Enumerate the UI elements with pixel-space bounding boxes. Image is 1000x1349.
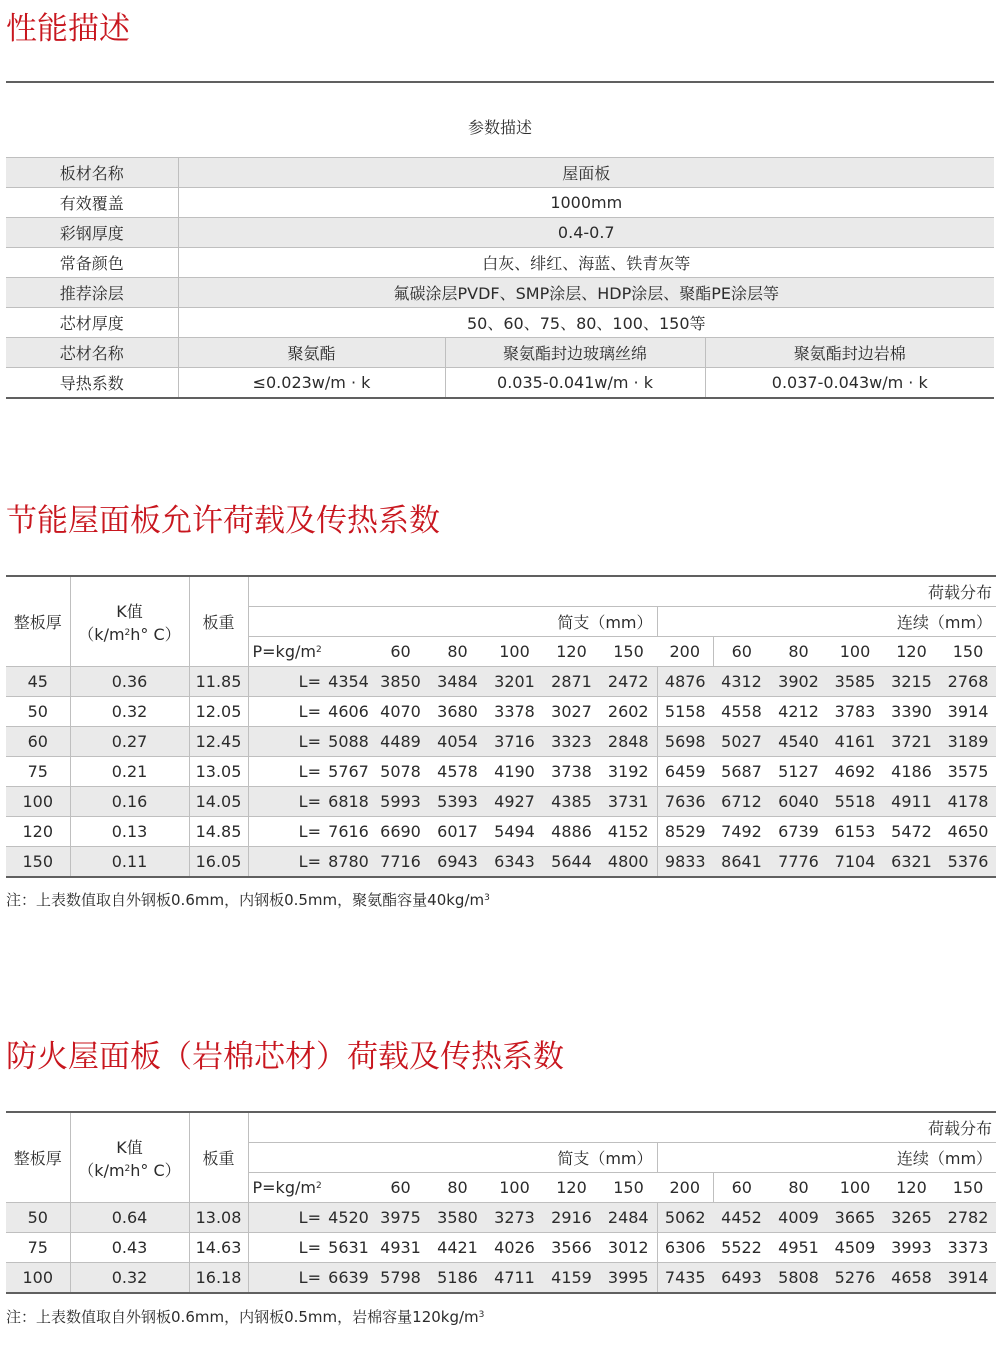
table-header-row xyxy=(6,82,994,158)
continuous-value-cell: 4452 xyxy=(713,1203,770,1233)
span-header: 100 xyxy=(486,1173,543,1203)
k-value-unit xyxy=(71,622,189,645)
continuous-value-cell: 3914 xyxy=(947,1268,989,1287)
continuous-value-cell: 3721 xyxy=(883,727,940,757)
continuous-support-header: 连续（mm） xyxy=(657,607,996,637)
k-value-unit xyxy=(71,1158,189,1181)
simple-value-cell: 6343 xyxy=(494,852,535,871)
simple-value-cell: 4927 xyxy=(486,787,543,817)
k-unit-sup: 2 xyxy=(124,627,131,638)
k-unit-part: （k/m xyxy=(78,624,125,644)
l-label-cell: L= xyxy=(298,1268,321,1287)
simple-value-cell: 5078 xyxy=(372,757,429,787)
k-value-cell: 0.64 xyxy=(70,1203,189,1233)
continuous-value-cell: 5062 xyxy=(657,1203,713,1233)
simple-value-cell: 4026 xyxy=(486,1233,543,1263)
continuous-value-cell: 7636 xyxy=(657,787,713,817)
simple-value-cell: 6943 xyxy=(437,852,478,871)
weight-cell: 12.05 xyxy=(189,697,248,727)
span-header: 150 xyxy=(940,637,996,667)
continuous-value-cell: 7492 xyxy=(713,817,770,847)
continuous-value-cell: 4178 xyxy=(940,787,996,817)
span-header: 150 xyxy=(600,637,657,667)
continuous-value-cell: 3575 xyxy=(940,757,996,787)
simple-value-cell: 5993 xyxy=(372,787,429,817)
continuous-value-cell: 7776 xyxy=(778,852,819,871)
continuous-value-cell: 3390 xyxy=(883,697,940,727)
span-header: 80 xyxy=(429,1173,486,1203)
simple-value-cell: 6690 xyxy=(372,817,429,847)
note-sup: 3 xyxy=(478,1310,485,1320)
thickness-cell: 50 xyxy=(6,1203,70,1233)
continuous-value-cell: 6040 xyxy=(770,787,827,817)
simple-value-cell: 3738 xyxy=(543,757,600,787)
continuous-value-cell: 4558 xyxy=(713,697,770,727)
simple-value-cell: 2602 xyxy=(600,697,657,727)
row-label: 常备颜色 xyxy=(6,248,178,278)
continuous-value-cell: 4692 xyxy=(827,757,883,787)
continuous-value-cell: 5687 xyxy=(713,757,770,787)
row-value: 屋面板 xyxy=(178,158,994,188)
k-value-cell: 0.21 xyxy=(70,757,189,787)
continuous-value-cell: 2782 xyxy=(940,1203,996,1233)
simple-value-cell: 2871 xyxy=(543,667,600,697)
continuous-value-cell: 9833 xyxy=(664,852,706,871)
weight-cell: 16.18 xyxy=(189,1263,248,1294)
continuous-value-cell: 5376 xyxy=(947,852,989,871)
simple-value-cell: 3850 xyxy=(372,667,429,697)
continuous-value-cell: 8641 xyxy=(721,852,762,871)
span-header: 80 xyxy=(770,1173,827,1203)
simple-value-cell: 5644 xyxy=(551,852,592,871)
simple-value-cell: 4606 xyxy=(325,697,372,727)
thickness-cell: 120 xyxy=(6,817,70,847)
simple-value-cell: 7616 xyxy=(325,817,372,847)
span-header: 200 xyxy=(657,1173,713,1203)
row-label: 推荐涂层 xyxy=(6,278,178,308)
k-unit-part: （k/m xyxy=(78,1160,125,1180)
continuous-value-cell: 4186 xyxy=(883,757,940,787)
section3-note xyxy=(6,1306,484,1327)
span-header: 100 xyxy=(827,637,883,667)
row-value: 0.4-0.7 xyxy=(178,218,994,248)
k-value-cell: 0.16 xyxy=(70,787,189,817)
p-label xyxy=(248,1173,372,1203)
span-header: 120 xyxy=(883,1173,940,1203)
l-label-cell: L= xyxy=(248,817,325,847)
table-row xyxy=(6,757,996,787)
p-label xyxy=(248,637,372,667)
continuous-value-cell: 6321 xyxy=(891,852,932,871)
continuous-value-cell: 3373 xyxy=(940,1233,996,1263)
conductivity-value: 0.037-0.043w/m · k xyxy=(771,373,928,392)
table-row xyxy=(6,817,996,847)
header-row-load xyxy=(6,1112,996,1143)
continuous-value-cell: 4312 xyxy=(713,667,770,697)
weight-cell: 13.05 xyxy=(189,757,248,787)
k-value-cell: 0.43 xyxy=(70,1233,189,1263)
simple-value-cell: 6818 xyxy=(325,787,372,817)
weight-cell: 11.85 xyxy=(189,667,248,697)
simple-value-cell: 4190 xyxy=(486,757,543,787)
k-value-cell: 0.32 xyxy=(70,1263,189,1294)
simple-value-cell: 5631 xyxy=(325,1233,372,1263)
simple-value-cell: 4421 xyxy=(429,1233,486,1263)
continuous-value-cell: 5522 xyxy=(713,1233,770,1263)
row-label: 芯材名称 xyxy=(6,338,178,368)
simple-value-cell: 5393 xyxy=(429,787,486,817)
continuous-value-cell: 8529 xyxy=(657,817,713,847)
simple-value-cell: 2916 xyxy=(543,1203,600,1233)
k-value-cell: 0.32 xyxy=(70,697,189,727)
span-header: 80 xyxy=(429,637,486,667)
l-label-cell: L= xyxy=(298,852,321,871)
simple-value-cell: 3484 xyxy=(429,667,486,697)
thickness-header: 整板厚 xyxy=(6,1112,70,1203)
span-header: 60 xyxy=(372,1173,429,1203)
row-value: 氟碳涂层PVDF、SMP涂层、HDP涂层、聚酯PE涂层等 xyxy=(178,278,994,308)
k-value-cell: 0.36 xyxy=(70,667,189,697)
span-header: 100 xyxy=(486,637,543,667)
row-label: 彩钢厚度 xyxy=(6,218,178,248)
continuous-value-cell: 6712 xyxy=(713,787,770,817)
l-label-cell: L= xyxy=(248,757,325,787)
simple-value-cell: 2848 xyxy=(600,727,657,757)
weight-cell: 14.63 xyxy=(189,1233,248,1263)
span-header: 60 xyxy=(372,637,429,667)
row-value: 50、60、75、80、100、150等 xyxy=(178,308,994,338)
span-header: 200 xyxy=(657,637,713,667)
continuous-value-cell: 4212 xyxy=(770,697,827,727)
continuous-value-cell: 3902 xyxy=(770,667,827,697)
continuous-value-cell: 5127 xyxy=(770,757,827,787)
table-row xyxy=(6,847,996,878)
performance-table xyxy=(6,81,994,399)
l-label-cell: L= xyxy=(248,787,325,817)
continuous-value-cell: 4876 xyxy=(657,667,713,697)
thickness-cell: 45 xyxy=(6,667,70,697)
simple-value-cell: 3580 xyxy=(429,1203,486,1233)
continuous-value-cell: 5808 xyxy=(778,1268,819,1287)
table-row xyxy=(6,1203,996,1233)
continuous-value-cell: 2768 xyxy=(940,667,996,697)
continuous-value-cell: 4911 xyxy=(883,787,940,817)
simple-value-cell: 4886 xyxy=(543,817,600,847)
table-row xyxy=(6,697,996,727)
thickness-cell: 100 xyxy=(6,787,70,817)
thickness-cell: 75 xyxy=(6,1233,70,1263)
simple-value-cell: 4800 xyxy=(600,847,657,878)
p-label-text: P=kg/m xyxy=(252,1178,316,1197)
section2-note xyxy=(6,889,490,910)
energy-load-table xyxy=(6,575,996,878)
continuous-value-cell: 3215 xyxy=(883,667,940,697)
table-row xyxy=(6,787,996,817)
span-header: 120 xyxy=(543,1173,600,1203)
simple-value-cell: 3716 xyxy=(486,727,543,757)
simple-value-cell: 3192 xyxy=(600,757,657,787)
weight-header: 板重 xyxy=(189,576,248,667)
continuous-value-cell: 6739 xyxy=(770,817,827,847)
note-text: 注：上表数值取自外钢板0.6mm，内钢板0.5mm，聚氨酯容量40kg/m xyxy=(6,891,485,909)
table-row xyxy=(6,308,994,338)
simple-value-cell: 3566 xyxy=(543,1233,600,1263)
k-value-label: K值 xyxy=(116,1137,143,1157)
continuous-value-cell: 3189 xyxy=(940,727,996,757)
p-label-sup: 2 xyxy=(315,1181,322,1191)
simple-value-cell: 2484 xyxy=(600,1203,657,1233)
weight-cell: 14.05 xyxy=(189,787,248,817)
continuous-value-cell: 4009 xyxy=(770,1203,827,1233)
row-value: 1000mm xyxy=(178,188,994,218)
l-label-cell: L= xyxy=(248,697,325,727)
k-value-header xyxy=(70,576,189,667)
row-label: 芯材厚度 xyxy=(6,308,178,338)
table-row xyxy=(6,188,994,218)
continuous-value-cell: 6493 xyxy=(721,1268,762,1287)
continuous-value-cell: 5518 xyxy=(827,787,883,817)
l-label-cell: L= xyxy=(248,667,325,697)
simple-value-cell: 4520 xyxy=(325,1203,372,1233)
section2-title: 节能屋面板允许荷载及传热系数 xyxy=(6,503,440,539)
continuous-value-cell: 3783 xyxy=(827,697,883,727)
section3-title: 防火屋面板（岩棉芯材）荷载及传热系数 xyxy=(6,1039,564,1075)
k-unit-sup: 2 xyxy=(124,1163,131,1174)
simple-support-header: 简支（mm） xyxy=(248,607,657,637)
table-row xyxy=(6,158,994,188)
k-value-label: K值 xyxy=(116,601,143,621)
continuous-value-cell: 3265 xyxy=(883,1203,940,1233)
continuous-value-cell: 3665 xyxy=(827,1203,883,1233)
simple-value-cell: 4578 xyxy=(429,757,486,787)
simple-value-cell: 7716 xyxy=(380,852,421,871)
continuous-value-cell: 6459 xyxy=(657,757,713,787)
continuous-value-cell: 6306 xyxy=(657,1233,713,1263)
table-row xyxy=(6,278,994,308)
conductivity-value: ≤0.023w/m · k xyxy=(178,368,445,399)
simple-value-cell: 3680 xyxy=(429,697,486,727)
span-header: 150 xyxy=(600,1173,657,1203)
weight-cell: 13.08 xyxy=(189,1203,248,1233)
thickness-cell: 150 xyxy=(6,847,70,878)
span-header: 100 xyxy=(827,1173,883,1203)
simple-value-cell: 3323 xyxy=(543,727,600,757)
row-label: 有效覆盖 xyxy=(6,188,178,218)
span-header: 80 xyxy=(770,637,827,667)
span-header: 60 xyxy=(713,1173,770,1203)
span-header: 120 xyxy=(883,637,940,667)
simple-value-cell: 3995 xyxy=(600,1263,657,1294)
table-row xyxy=(6,368,994,399)
simple-value-cell: 2472 xyxy=(600,667,657,697)
weight-cell: 16.05 xyxy=(189,847,248,878)
thickness-header: 整板厚 xyxy=(6,576,70,667)
row-label: 导热系数 xyxy=(6,368,178,399)
continuous-value-cell: 5027 xyxy=(713,727,770,757)
continuous-value-cell: 4650 xyxy=(940,817,996,847)
simple-value-cell: 6639 xyxy=(328,1268,369,1287)
load-distribution-header: 荷载分布 xyxy=(248,576,996,607)
simple-support-header: 简支（mm） xyxy=(248,1143,657,1173)
l-label-cell: L= xyxy=(248,727,325,757)
simple-value-cell: 5767 xyxy=(325,757,372,787)
continuous-support-header: 连续（mm） xyxy=(657,1143,996,1173)
continuous-value-cell: 6153 xyxy=(827,817,883,847)
param-header: 参数描述 xyxy=(6,82,994,158)
continuous-value-cell: 4509 xyxy=(827,1233,883,1263)
continuous-value-cell: 4540 xyxy=(770,727,827,757)
simple-value-cell: 4711 xyxy=(494,1268,535,1287)
continuous-value-cell: 7104 xyxy=(834,852,876,871)
simple-value-cell: 8780 xyxy=(328,852,369,871)
weight-header: 板重 xyxy=(189,1112,248,1203)
thickness-cell: 60 xyxy=(6,727,70,757)
span-header: 120 xyxy=(543,637,600,667)
thickness-cell: 75 xyxy=(6,757,70,787)
p-label-text: P=kg/m xyxy=(252,642,316,661)
continuous-value-cell: 5276 xyxy=(834,1268,876,1287)
span-header: 60 xyxy=(713,637,770,667)
simple-value-cell: 5494 xyxy=(486,817,543,847)
continuous-value-cell: 4161 xyxy=(827,727,883,757)
continuous-value-cell: 5158 xyxy=(657,697,713,727)
continuous-value-cell: 3914 xyxy=(940,697,996,727)
continuous-value-cell: 5698 xyxy=(657,727,713,757)
simple-value-cell: 4931 xyxy=(372,1233,429,1263)
table-row xyxy=(6,218,994,248)
k-value-cell: 0.11 xyxy=(70,847,189,878)
fireproof-load-table xyxy=(6,1111,996,1294)
note-sup: 3 xyxy=(484,893,490,903)
load-distribution-header: 荷载分布 xyxy=(248,1112,996,1143)
table-row xyxy=(6,1233,996,1263)
simple-value-cell: 5088 xyxy=(325,727,372,757)
table-row xyxy=(6,248,994,278)
conductivity-value: 0.035-0.041w/m · k xyxy=(445,368,705,399)
p-label-sup: 2 xyxy=(315,645,322,655)
l-label-cell: L= xyxy=(248,1203,325,1233)
k-value-header xyxy=(70,1112,189,1203)
simple-value-cell: 4354 xyxy=(325,667,372,697)
thickness-cell: 50 xyxy=(6,697,70,727)
note-text: 注：上表数值取自外钢板0.6mm，内钢板0.5mm，岩棉容量120kg/m xyxy=(6,1308,479,1326)
simple-value-cell: 4152 xyxy=(600,817,657,847)
simple-value-cell: 3273 xyxy=(486,1203,543,1233)
continuous-value-cell: 4951 xyxy=(770,1233,827,1263)
simple-value-cell: 3012 xyxy=(600,1233,657,1263)
section1-title: 性能描述 xyxy=(6,11,130,47)
core-value: 聚氨酯 xyxy=(178,338,445,368)
k-unit-part: h° C） xyxy=(130,624,181,644)
core-value: 聚氨酯封边玻璃丝绵 xyxy=(445,338,705,368)
k-value-cell: 0.27 xyxy=(70,727,189,757)
continuous-value-cell: 5472 xyxy=(883,817,940,847)
simple-value-cell: 5186 xyxy=(437,1268,478,1287)
k-unit-part: h° C） xyxy=(130,1160,181,1180)
continuous-value-cell: 3993 xyxy=(883,1233,940,1263)
row-value: 白灰、绯红、海蓝、铁青灰等 xyxy=(178,248,994,278)
row-label: 板材名称 xyxy=(6,158,178,188)
simple-value-cell: 4054 xyxy=(429,727,486,757)
table-row xyxy=(6,338,994,368)
k-value-cell: 0.13 xyxy=(70,817,189,847)
weight-cell: 14.85 xyxy=(189,817,248,847)
simple-value-cell: 4159 xyxy=(551,1268,592,1287)
simple-value-cell: 6017 xyxy=(429,817,486,847)
simple-value-cell: 3378 xyxy=(486,697,543,727)
simple-value-cell: 4385 xyxy=(543,787,600,817)
table-row xyxy=(6,667,996,697)
table-row xyxy=(6,727,996,757)
thickness-cell: 100 xyxy=(6,1263,70,1294)
simple-value-cell: 3201 xyxy=(486,667,543,697)
continuous-value-cell: 3585 xyxy=(827,667,883,697)
table-row xyxy=(6,1263,996,1294)
header-row-load xyxy=(6,576,996,607)
simple-value-cell: 4489 xyxy=(372,727,429,757)
continuous-value-cell: 4658 xyxy=(891,1268,932,1287)
core-value: 聚氨酯封边岩棉 xyxy=(705,338,994,368)
simple-value-cell: 3027 xyxy=(543,697,600,727)
simple-value-cell: 4070 xyxy=(372,697,429,727)
weight-cell: 12.45 xyxy=(189,727,248,757)
continuous-value-cell: 7435 xyxy=(664,1268,706,1287)
simple-value-cell: 3975 xyxy=(372,1203,429,1233)
simple-value-cell: 3731 xyxy=(600,787,657,817)
simple-value-cell: 5798 xyxy=(380,1268,421,1287)
span-header: 150 xyxy=(940,1173,996,1203)
l-label-cell: L= xyxy=(248,1233,325,1263)
